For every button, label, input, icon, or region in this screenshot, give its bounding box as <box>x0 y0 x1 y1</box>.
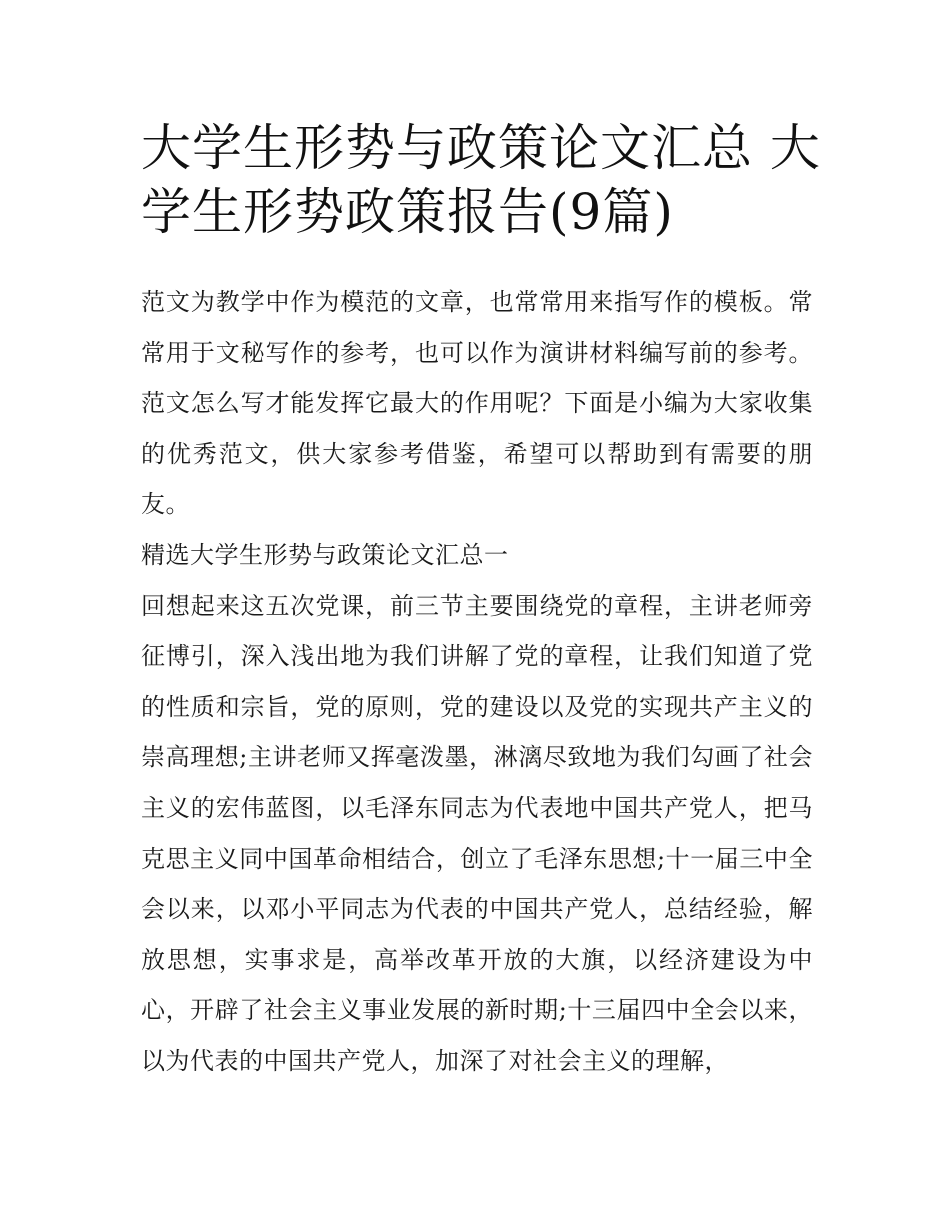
section-heading: 精选大学生形势与政策论文汇总一 <box>141 540 509 569</box>
document-title: 大学生形势与政策论文汇总 大学生形势政策报告(9篇) <box>141 119 821 241</box>
section-paragraph: 回想起来这五次党课，前三节主要围绕党的章程，主讲老师旁征博引，深入浅出地为我们讲解了党的章程，让我们知道了党的性质和宗旨，党的原则，党的建设以及党的实现共产主义的崇高理想;主讲老师又挥毫泼墨，淋漓尽致地为我们勾画了社会主义的宏伟蓝图，以毛泽东同志为代表地中国共产党人，把马克思主义同中国革命相结合，创立了毛泽东思想;十一届三中全会以来，以邓小平同志为代表的中国共产党人，总结经验，解放思想，实事求是，高举改革开放的大旗，以经济建设为中心，开辟了社会主义事业发展的新时期;十三届四中全会以来，以为代表的中国共产党人，加深了对社会主义的理解， <box>141 591 813 1075</box>
intro-paragraph: 范文为教学中作为模范的文章，也常常用来指写作的模板。常常用于文秘写作的参考，也可以作为演讲材料编写前的参考。范文怎么写才能发挥它最大的作用呢？下面是小编为大家收集的优秀范文，供大家参考借鉴，希望可以帮助到有需要的朋友。 <box>141 288 813 519</box>
document-body <box>141 277 813 1087</box>
